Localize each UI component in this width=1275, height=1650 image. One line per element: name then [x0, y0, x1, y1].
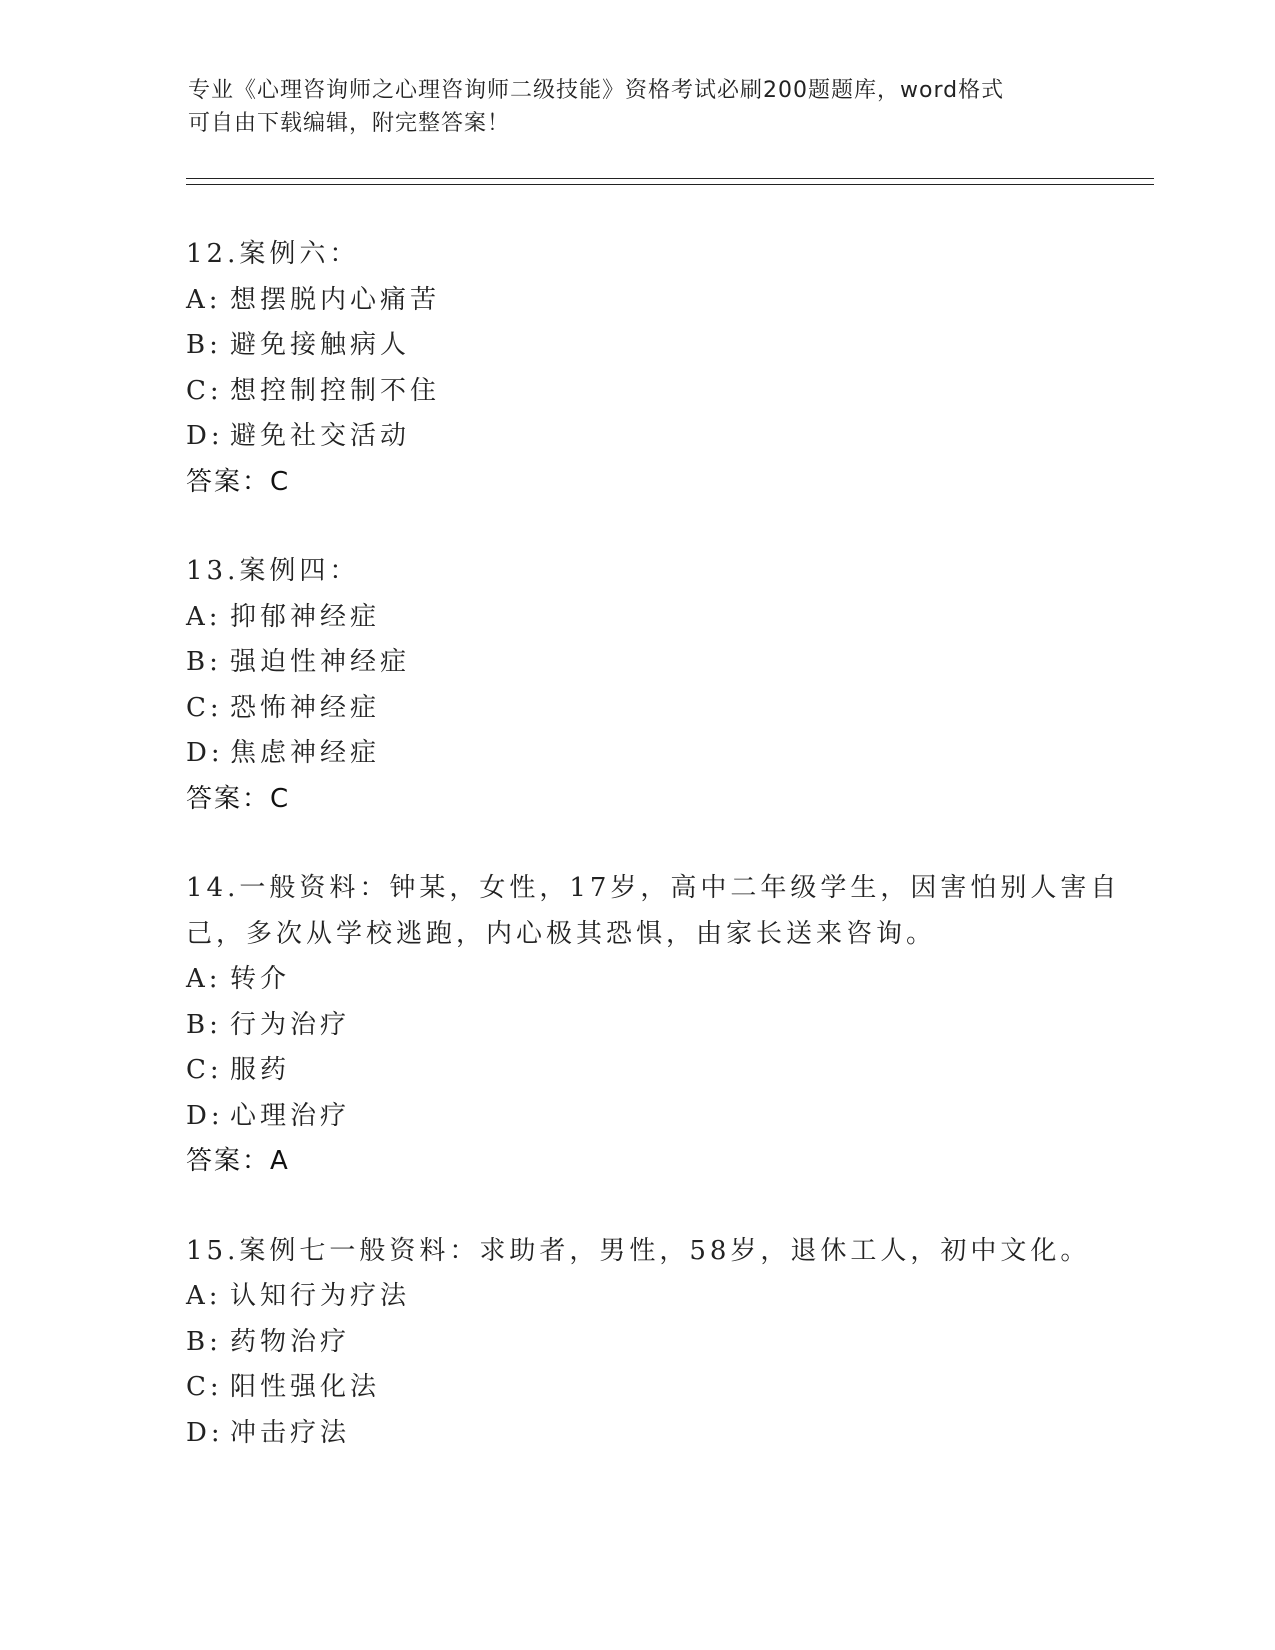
- question-stem: 14.一般资料：钟某，女性，17岁，高中二年级学生，因害怕别人害自: [186, 873, 1121, 903]
- option-b: [186, 323, 1086, 369]
- option-text: 冲击疗法: [230, 1417, 351, 1448]
- option-c: [186, 1048, 1086, 1094]
- option-key: A:: [186, 601, 222, 632]
- option-key: C:: [186, 1055, 223, 1085]
- option-text: 药物治疗: [230, 1326, 351, 1357]
- option-key: A:: [186, 964, 222, 994]
- option-key: C:: [186, 692, 223, 723]
- option-key: C:: [186, 375, 223, 406]
- document-header: [188, 74, 1088, 140]
- option-text: 避免接触病人: [230, 330, 411, 360]
- question-stem: 13.案例四：: [186, 556, 360, 586]
- answer-line: 答案：C: [186, 783, 291, 814]
- answer-line: 答案：C: [186, 466, 291, 497]
- option-key: B:: [186, 647, 222, 677]
- option-key: D:: [186, 1100, 224, 1131]
- option-b: [186, 640, 1086, 686]
- option-text: 抑郁神经症: [230, 601, 381, 632]
- question-12: [186, 232, 1086, 505]
- option-text: 想控制控制不住: [230, 375, 441, 406]
- question-13: [186, 549, 1086, 822]
- option-key: C:: [186, 1372, 223, 1402]
- option-a: [186, 1274, 1086, 1320]
- question-list: [186, 232, 1121, 1500]
- option-key: B:: [186, 1326, 222, 1357]
- option-b: [186, 1320, 1086, 1366]
- question-14: [186, 866, 1121, 1185]
- answer-line: 答案：A: [186, 1146, 290, 1176]
- option-text: 避免社交活动: [230, 421, 411, 451]
- option-d: [186, 414, 1086, 460]
- option-c: [186, 369, 1086, 415]
- option-text: 焦虑神经症: [230, 738, 381, 768]
- option-key: A:: [186, 284, 222, 315]
- option-key: D:: [186, 1417, 224, 1448]
- option-text: 想摆脱内心痛苦: [230, 284, 441, 315]
- header-line-2: 可自由下载编辑，附完整答案！: [188, 111, 511, 136]
- option-d: [186, 731, 1086, 777]
- question-stem: 15.案例七一般资料：求助者，男性，58岁，退休工人，初中文化。: [186, 1235, 1091, 1266]
- option-key: D:: [186, 421, 224, 451]
- option-text: 心理治疗: [230, 1100, 351, 1131]
- option-key: B:: [186, 1009, 222, 1040]
- header-line-1: 专业《心理咨询师之心理咨询师二级技能》资格考试必刷200题题库，word格式: [188, 78, 1005, 103]
- option-c: [186, 686, 1086, 732]
- option-c: [186, 1365, 1086, 1411]
- header-double-rule: [186, 178, 1154, 185]
- option-text: 阳性强化法: [230, 1372, 381, 1402]
- option-a: [186, 278, 1086, 324]
- question-stem: 12.案例六：: [186, 239, 360, 269]
- option-text: 恐怖神经症: [230, 692, 381, 723]
- option-text: 强迫性神经症: [230, 647, 411, 677]
- option-a: [186, 595, 1086, 641]
- option-key: D:: [186, 738, 224, 768]
- option-key: B:: [186, 330, 222, 360]
- question-stem-continued: 己，多次从学校逃跑，内心极其恐惧，由家长送来咨询。: [186, 918, 937, 949]
- option-a: [186, 957, 1086, 1003]
- option-text: 服药: [230, 1055, 291, 1085]
- option-key: A:: [186, 1281, 222, 1311]
- option-d: [186, 1094, 1086, 1140]
- question-15: [186, 1229, 1091, 1457]
- option-text: 认知行为疗法: [230, 1281, 411, 1311]
- option-d: [186, 1411, 1086, 1457]
- option-b: [186, 1003, 1086, 1049]
- option-text: 行为治疗: [230, 1009, 351, 1040]
- option-text: 转介: [230, 964, 291, 994]
